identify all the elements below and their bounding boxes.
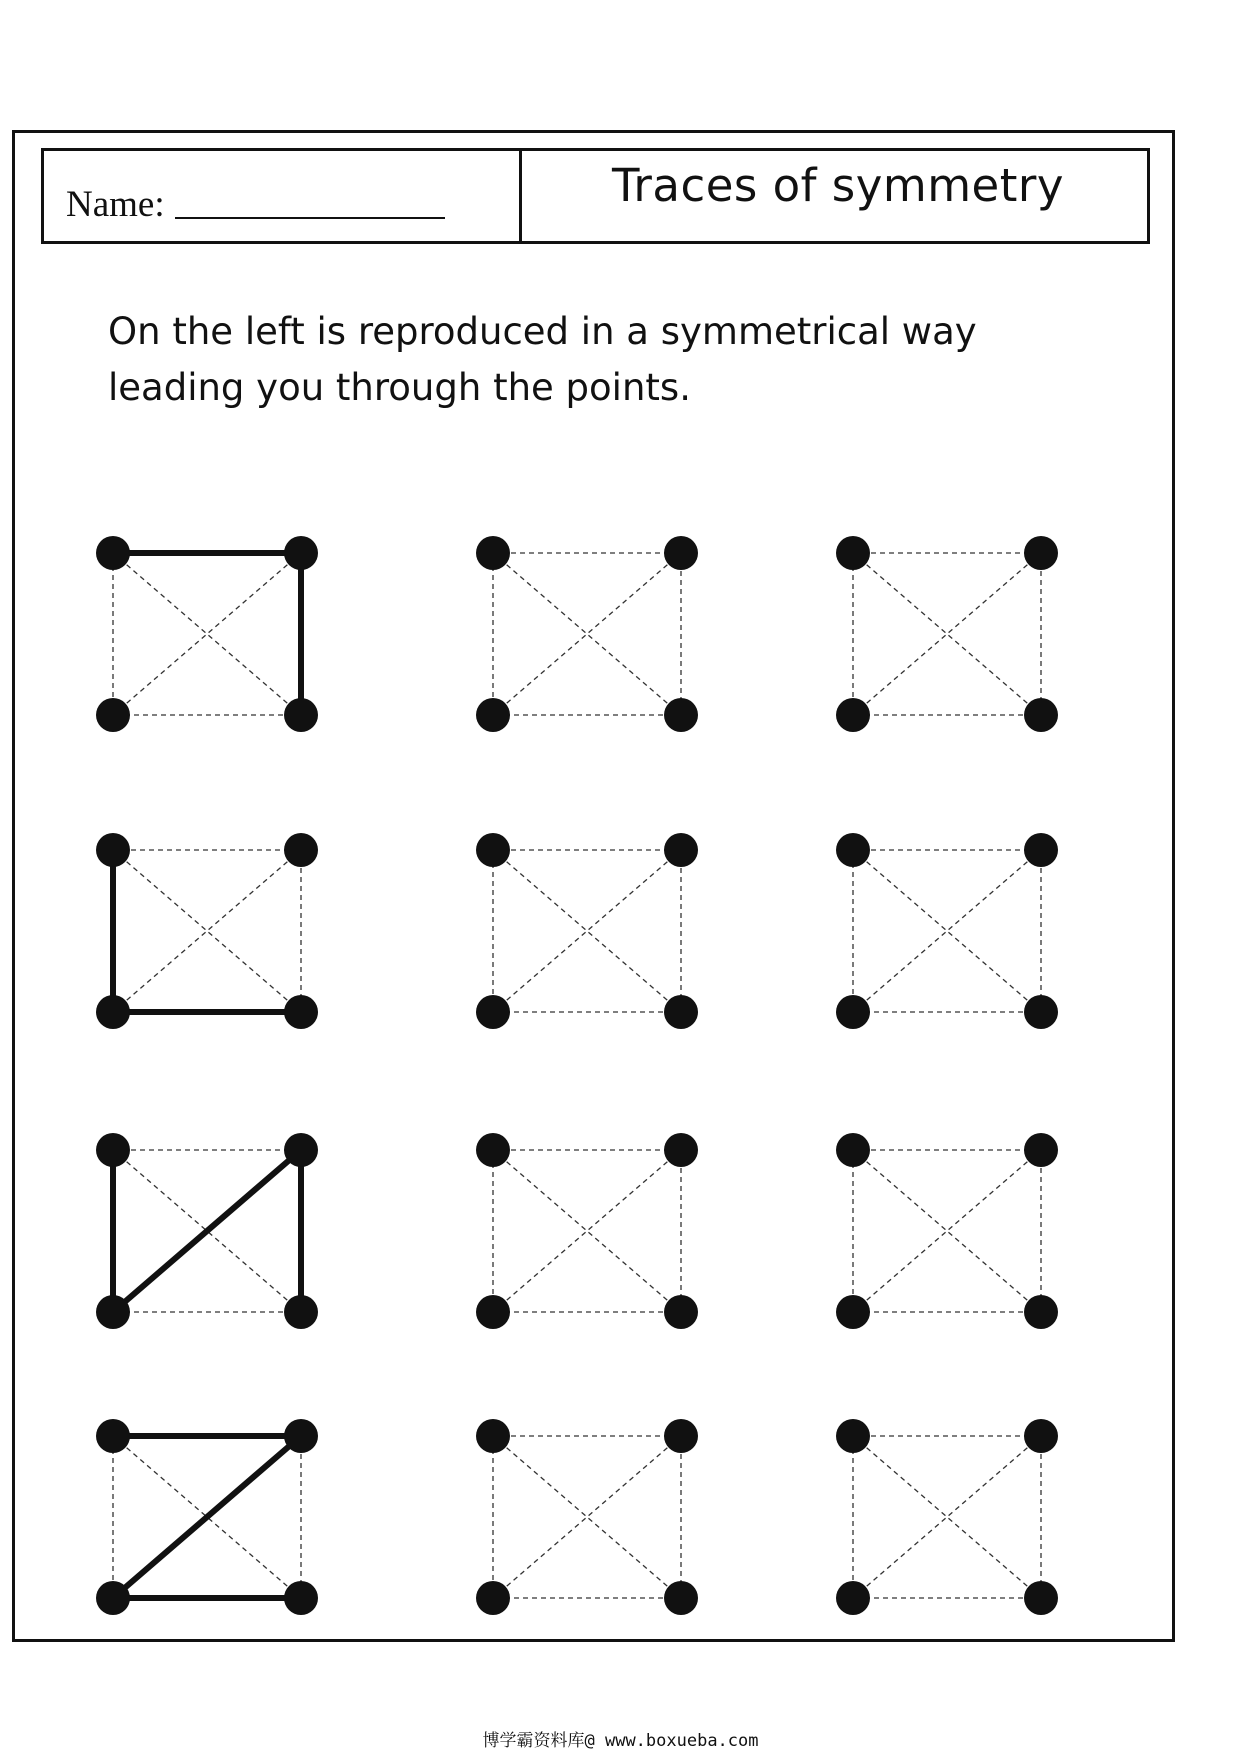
dot — [96, 698, 130, 732]
instruction-line-2: leading you through the points. — [108, 366, 691, 409]
dot — [664, 1295, 698, 1329]
dot — [284, 1295, 318, 1329]
dot — [1024, 1295, 1058, 1329]
dot — [836, 698, 870, 732]
dot — [284, 698, 318, 732]
dot — [476, 698, 510, 732]
dot — [476, 833, 510, 867]
dot — [836, 1133, 870, 1167]
dot — [284, 1133, 318, 1167]
dot — [664, 1581, 698, 1615]
dot — [836, 1419, 870, 1453]
instruction-line-1: On the left is reproduced in a symmetrical way — [108, 310, 977, 353]
dot — [284, 995, 318, 1029]
page-title: Traces of symmetry — [612, 159, 1065, 212]
dot — [836, 1295, 870, 1329]
name-label: Name: — [66, 184, 165, 225]
dot — [1024, 833, 1058, 867]
dot — [1024, 1419, 1058, 1453]
dot — [1024, 995, 1058, 1029]
dot — [476, 1295, 510, 1329]
dot — [284, 536, 318, 570]
dot — [664, 833, 698, 867]
dot — [96, 995, 130, 1029]
dot — [96, 536, 130, 570]
dot — [836, 995, 870, 1029]
dot — [96, 1419, 130, 1453]
dot — [476, 1133, 510, 1167]
dot — [836, 833, 870, 867]
dot — [476, 1581, 510, 1615]
dot — [836, 536, 870, 570]
dot — [1024, 536, 1058, 570]
dot — [664, 1133, 698, 1167]
dot — [664, 995, 698, 1029]
dot — [664, 536, 698, 570]
dot — [96, 1581, 130, 1615]
dot — [476, 1419, 510, 1453]
dot — [1024, 1133, 1058, 1167]
dot — [664, 698, 698, 732]
dot — [96, 1133, 130, 1167]
dot — [664, 1419, 698, 1453]
dot — [284, 1419, 318, 1453]
dot — [476, 536, 510, 570]
dot — [284, 833, 318, 867]
dot — [476, 995, 510, 1029]
dot — [1024, 698, 1058, 732]
dot — [96, 1295, 130, 1329]
dot — [836, 1581, 870, 1615]
dot — [96, 833, 130, 867]
dot — [1024, 1581, 1058, 1615]
footer-watermark: 博学霸资料库@ www.boxueba.com — [482, 1731, 759, 1751]
dot — [284, 1581, 318, 1615]
